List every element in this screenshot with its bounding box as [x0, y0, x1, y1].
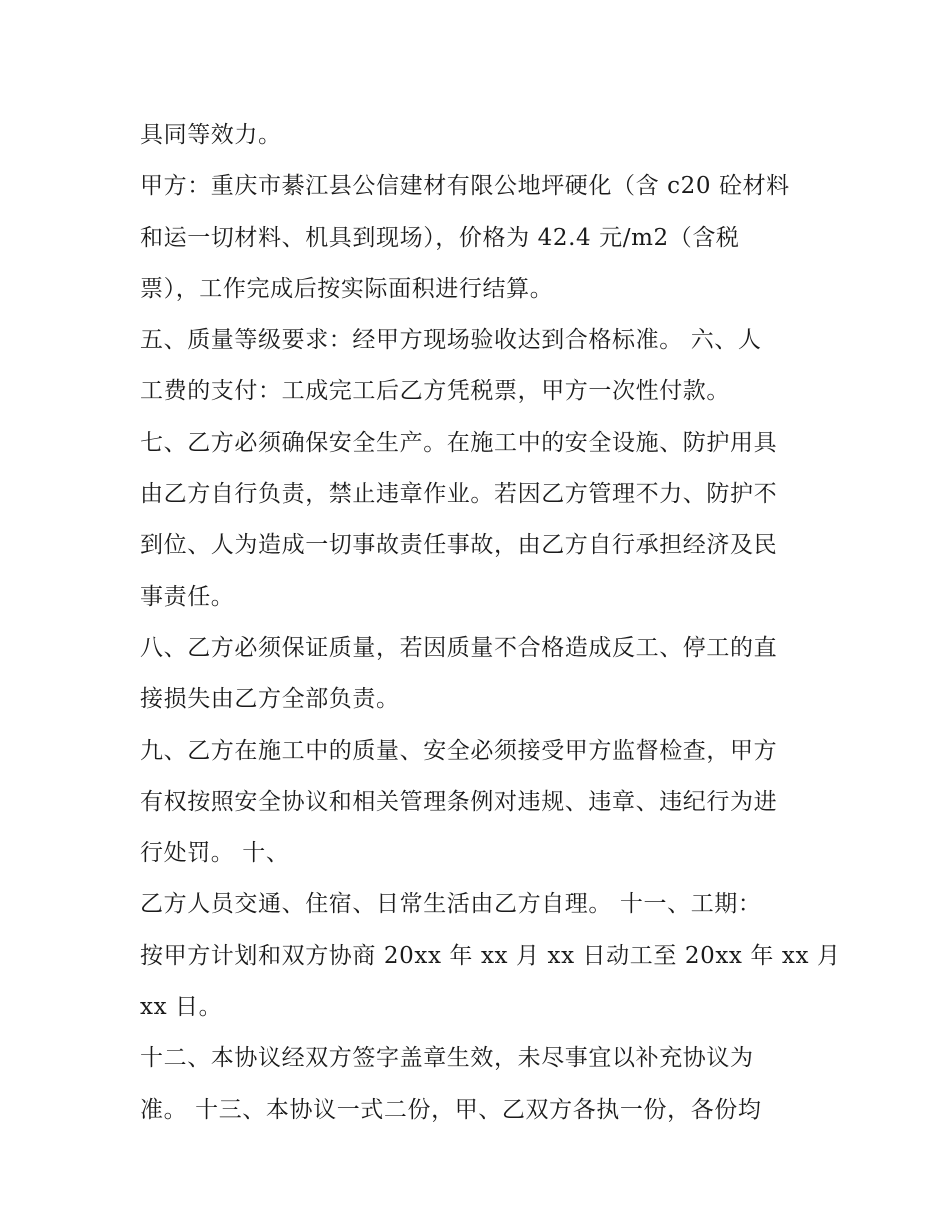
text-line: 七、乙方必须确保安全生产。在施工中的安全设施、防护用具 — [140, 429, 778, 456]
text-line: 十二、本协议经双方签字盖章生效，未尽事宜以补充协议为 — [140, 1045, 754, 1072]
text-line: 有权按照安全协议和相关管理条例对违规、违章、违纪行为进 — [140, 788, 778, 815]
text-line: 接损失由乙方全部负责。 — [140, 686, 400, 713]
text-line: 五、质量等级要求：经甲方现场验收达到合格标准。 六、人 — [140, 327, 762, 354]
contract-body-text — [140, 110, 841, 1136]
text-line: xx 日。 — [140, 994, 223, 1021]
text-line: 九、乙方在施工中的质量、安全必须接受甲方监督检查，甲方 — [140, 737, 778, 764]
text-line: 工费的支付：工成完工后乙方凭税票，甲方一次性付款。 — [140, 378, 730, 405]
text-line: 具同等效力。 — [140, 122, 282, 148]
text-line: 到位、人为造成一切事故责任事故，由乙方自行承担经济及民 — [140, 532, 778, 559]
text-line: 行处罚。 十、 — [140, 840, 290, 867]
text-line: 事责任。 — [140, 583, 235, 610]
text-line: 甲方：重庆市綦江县公信建材有限公地坪硬化（含 c20 砼材料 — [140, 173, 790, 200]
text-line: 按甲方计划和双方协商 20xx 年 xx 月 xx 日动工至 20xx 年 xx 月 — [140, 942, 841, 969]
text-line: 票），工作完成后按实际面积进行结算。 — [140, 275, 554, 302]
text-line: 乙方人员交通、住宿、日常生活由乙方自理。 十一、工期： — [140, 891, 762, 918]
text-line: 准。 十三、本协议一式二份，甲、乙双方各执一份，各份均 — [140, 1096, 762, 1123]
text-line: 由乙方自行负责，禁止违章作业。若因乙方管理不力、防护不 — [140, 481, 778, 508]
text-line: 和运一切材料、机具到现场），价格为 42.4 元/m2（含税 — [140, 224, 740, 251]
text-line: 八、乙方必须保证质量，若因质量不合格造成反工、停工的直 — [140, 634, 778, 661]
